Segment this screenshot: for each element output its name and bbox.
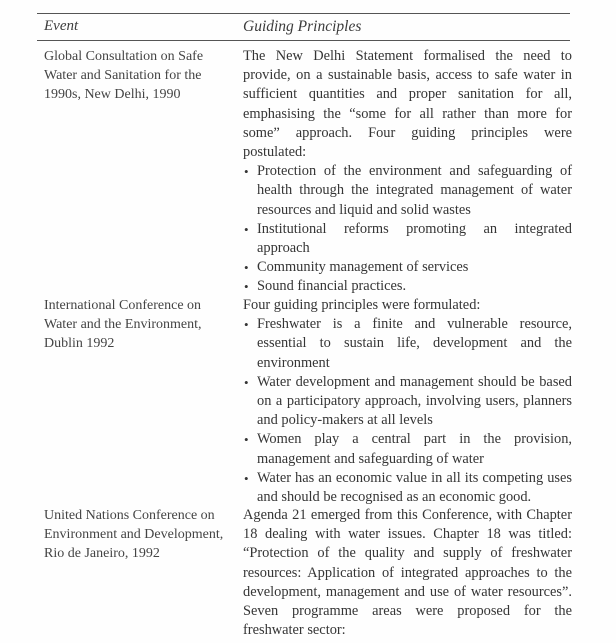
column-header-event: Event — [44, 18, 79, 34]
event-cell-rio: United Nations Conference on Environment and Development, Rio de Janeiro, 1992 — [44, 508, 224, 561]
bullet-icon: • — [244, 279, 249, 295]
list-item: • Freshwater is a finite and vulnerable resource, essential to sustain life, development and the environment — [244, 316, 572, 371]
principles-cell-dublin — [243, 296, 572, 507]
event-cell-dublin: International Conference on Water and the Environment, Dublin 1992 — [44, 298, 202, 351]
header-rule — [37, 40, 570, 41]
list-item: • Women play a central part in the provision, management and safeguarding of water — [244, 431, 572, 467]
bullet-icon: • — [244, 317, 249, 333]
principles-cell-new-delhi — [243, 47, 572, 297]
principles-cell-rio — [243, 506, 572, 640]
bullet-icon: • — [244, 432, 249, 448]
event-cell-new-delhi: Global Consultation on Safe Water and Sanitation for the 1990s, New Delhi, 1990 — [44, 49, 204, 102]
principles-list — [243, 315, 572, 507]
bullet-icon: • — [244, 221, 249, 237]
list-item: • Water has an economic value in all its competing uses and should be recognised as an economic good. — [244, 469, 572, 506]
bullet-icon: • — [244, 260, 249, 276]
list-item: • Water development and management should be based on a participatory approach, involving users, planners and policy-makers at all levels — [244, 373, 572, 429]
list-item: • Protection of the environment and safeguarding of health through the integrated management of water resources and liquid and solid wastes — [244, 163, 572, 218]
list-item: • Institutional reforms promoting an integrated approach — [244, 220, 572, 257]
principles-intro: Four guiding principles were formulated: — [243, 297, 481, 313]
column-header-guiding-principles: Guiding Principles — [243, 18, 362, 35]
bullet-icon: • — [244, 470, 249, 486]
table-top-rule — [37, 13, 570, 14]
principles-intro: Agenda 21 emerged from this Conference, with Chapter 18 dealing with water issues. Chapter 18 was titled: “Protection of the quality and supply of freshwater resources: Application of integrated approaches to the development, management and use of water resources”. Seven programme areas were proposed for the freshwater sector: — [243, 507, 572, 639]
list-item: • Sound financial practices. — [243, 277, 572, 296]
principles-list — [243, 162, 572, 296]
bullet-icon: • — [244, 374, 249, 390]
principles-intro: The New Delhi Statement formalised the need to provide, on a sustainable basis, access to safe water in sufficient quantities and proper sanitation for all, emphasising the “some for all rather than more for some” approach. Four guiding principles were postulated: — [243, 48, 572, 161]
list-item: • Community management of services — [243, 258, 572, 277]
bullet-icon: • — [244, 164, 249, 180]
